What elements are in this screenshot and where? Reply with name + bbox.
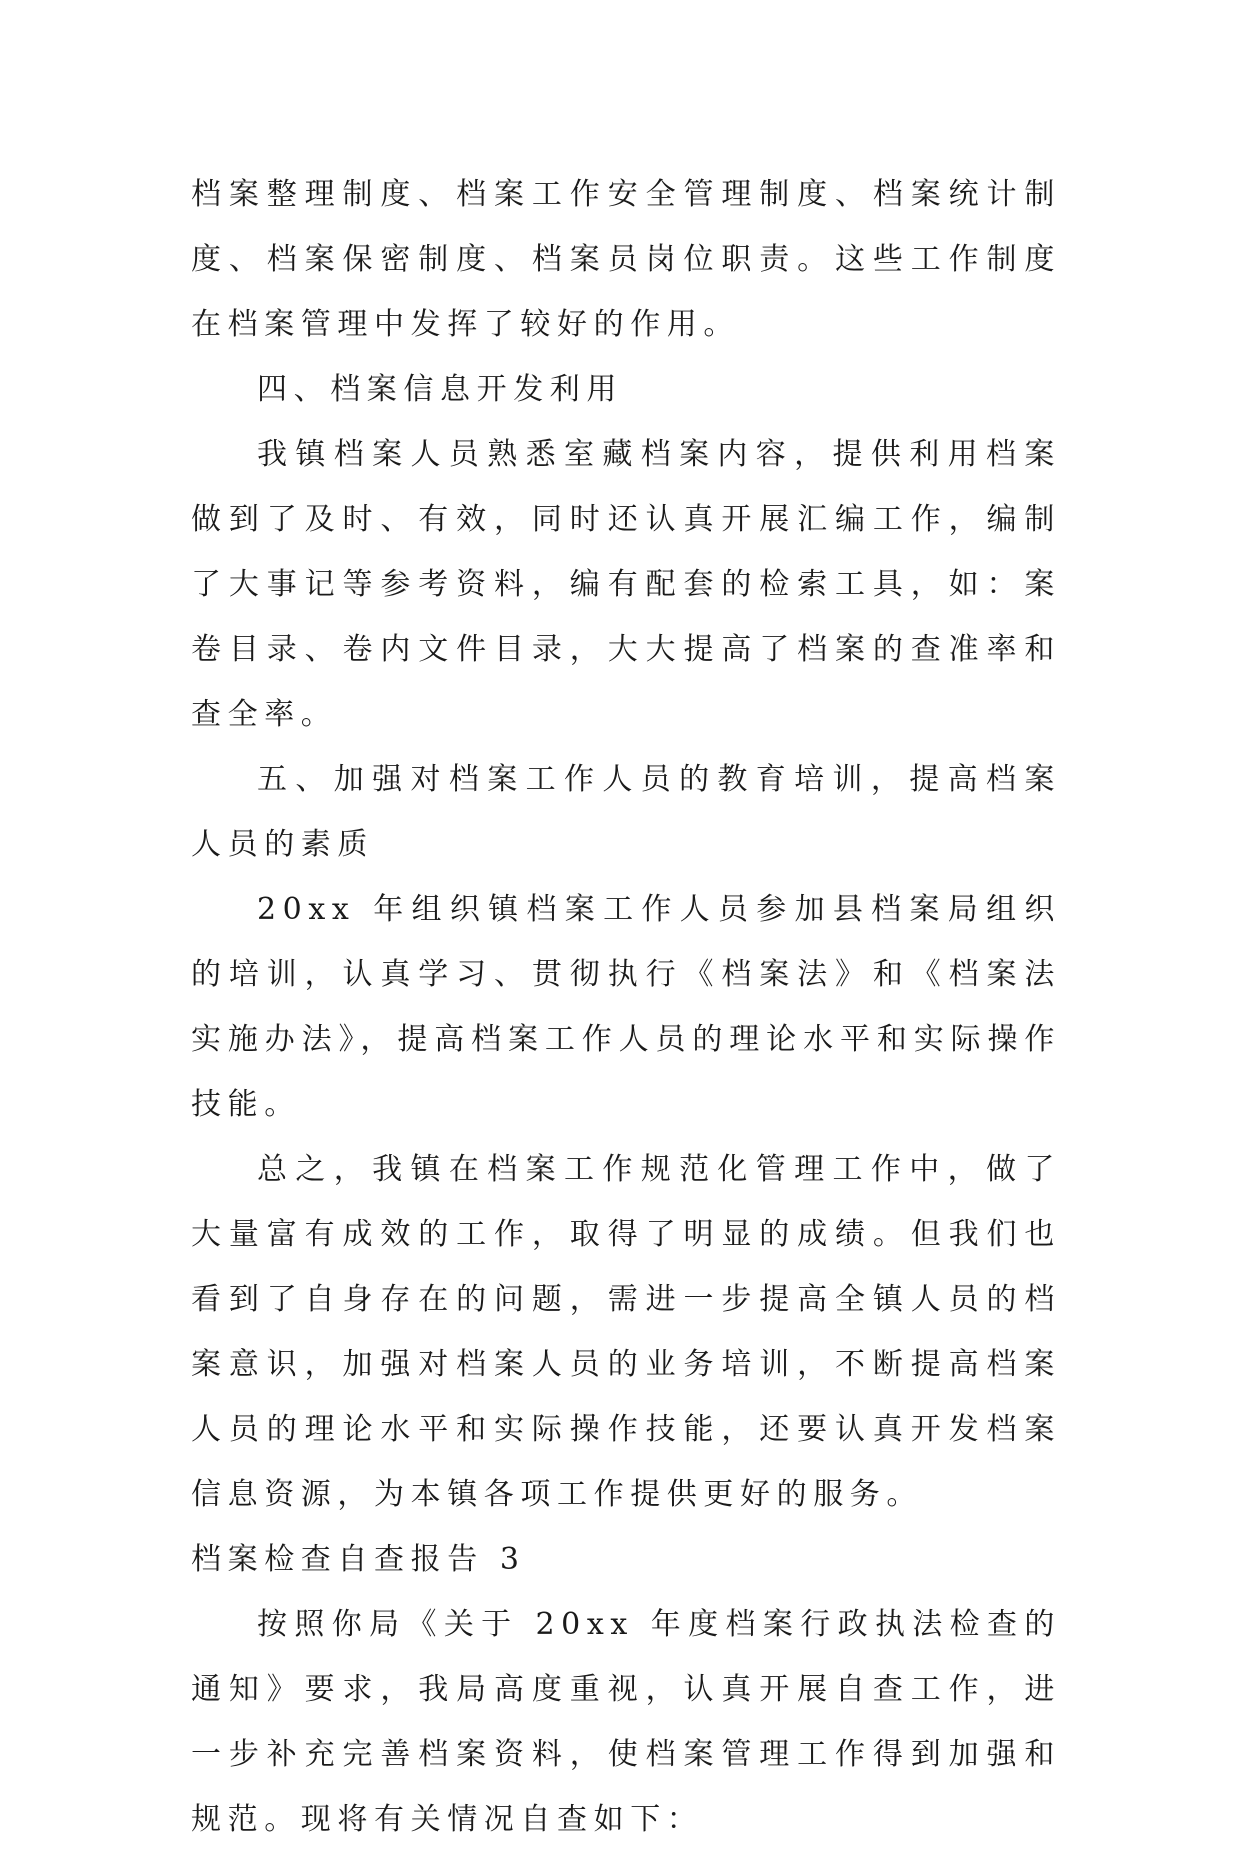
section-heading-staff-training: 五、加强对档案工作人员的教育培训，提高档案人员的素质 [191, 762, 1061, 862]
report-title: 档案检查自查报告 3 [191, 1542, 526, 1577]
paragraph-self-inspection-intro: 按照你局《关于 20xx 年度档案行政执法检查的通知》要求，我局高度重视，认真开展自查工作，进一步补充完善档案资料，使档案管理工作得到加强和规范。现将有关情况自查如下： [191, 1607, 1061, 1837]
section-heading-info-utilization: 四、档案信息开发利用 [257, 372, 623, 407]
paragraph-info-utilization: 我镇档案人员熟悉室藏档案内容，提供利用档案做到了及时、有效，同时还认真开展汇编工作，编制了大事记等参考资料，编有配套的检索工具，如：案卷目录、卷内文件目录，大大提高了档案的查准率和查全率。 [191, 437, 1061, 732]
paragraph-summary: 总之，我镇在档案工作规范化管理工作中，做了大量富有成效的工作，取得了明显的成绩。但我们也看到了自身存在的问题，需进一步提高全镇人员的档案意识，加强对档案人员的业务培训，不断提高档案人员的理论水平和实际操作技能，还要认真开发档案信息资源，为本镇各项工作提供更好的服务。 [191, 1152, 1061, 1512]
document-body [191, 162, 1061, 1852]
paragraph-archive-systems: 档案整理制度、档案工作安全管理制度、档案统计制度、档案保密制度、档案员岗位职责。这些工作制度在档案管理中发挥了较好的作用。 [191, 177, 1061, 342]
paragraph-staff-training: 20xx 年组织镇档案工作人员参加县档案局组织的培训，认真学习、贯彻执行《档案法》和《档案法实施办法》，提高档案工作人员的理论水平和实际操作技能。 [191, 892, 1061, 1122]
